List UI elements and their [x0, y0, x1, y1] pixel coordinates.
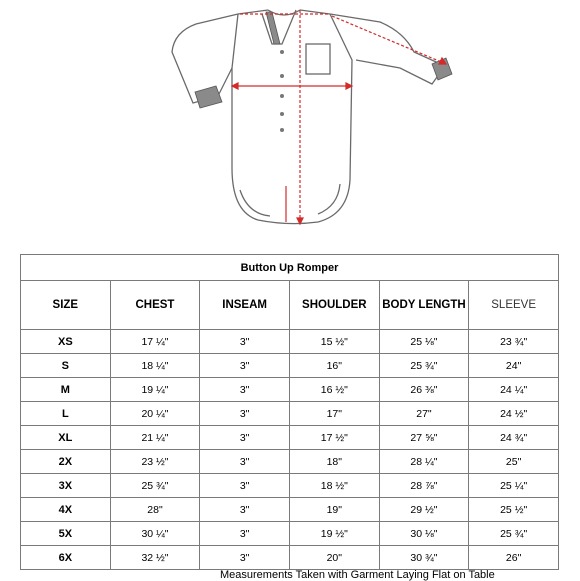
inseam-cell: 3" [200, 426, 290, 450]
header-sleeve: SLEEVE [469, 281, 559, 330]
body-length-cell: 27" [379, 402, 469, 426]
shoulder-cell: 18" [289, 450, 379, 474]
sleeve-cell: 25 ¼" [469, 474, 559, 498]
inseam-cell: 3" [200, 546, 290, 570]
inseam-cell: 3" [200, 498, 290, 522]
size-cell: XS [21, 330, 111, 354]
table-row [21, 546, 559, 570]
table-row [21, 474, 559, 498]
shoulder-cell: 19 ½" [289, 522, 379, 546]
sleeve-cell: 24 ¾" [469, 426, 559, 450]
romper-drawing [172, 10, 445, 224]
size-chart-table [20, 254, 559, 570]
shoulder-cell: 19" [289, 498, 379, 522]
measurement-footnote: Measurements Taken with Garment Laying Flat on Table [220, 569, 495, 581]
size-cell: 2X [21, 450, 111, 474]
body-length-cell: 25 ¾" [379, 354, 469, 378]
header-size: SIZE [21, 281, 111, 330]
size-cell: S [21, 354, 111, 378]
body-length-cell: 30 ¾" [379, 546, 469, 570]
romper-illustration [0, 0, 580, 240]
sleeve-cell: 25 ½" [469, 498, 559, 522]
shoulder-cell: 16" [289, 354, 379, 378]
shoulder-cell: 16 ½" [289, 378, 379, 402]
shoulder-cell: 17 ½" [289, 426, 379, 450]
sleeve-cell: 25 ¾" [469, 522, 559, 546]
shoulder-cell: 18 ½" [289, 474, 379, 498]
body-length-cell: 25 ⅛" [379, 330, 469, 354]
chest-cell: 20 ¼" [110, 402, 200, 426]
inseam-cell: 3" [200, 354, 290, 378]
sleeve-cell: 24" [469, 354, 559, 378]
chest-cell: 19 ¼" [110, 378, 200, 402]
table-title: Button Up Romper [21, 255, 559, 281]
inseam-cell: 3" [200, 330, 290, 354]
header-body-length: BODY LENGTH [379, 281, 469, 330]
table-row [21, 426, 559, 450]
sleeve-cell: 25" [469, 450, 559, 474]
size-cell: 5X [21, 522, 111, 546]
buttons [280, 50, 284, 132]
chest-cell: 30 ¼" [110, 522, 200, 546]
table-row [21, 402, 559, 426]
size-cell: L [21, 402, 111, 426]
table-header-row [21, 281, 559, 330]
header-chest: CHEST [110, 281, 200, 330]
header-inseam: INSEAM [200, 281, 290, 330]
body-length-cell: 28 ⅞" [379, 474, 469, 498]
chest-cell: 18 ¼" [110, 354, 200, 378]
size-cell: 3X [21, 474, 111, 498]
shoulder-cell: 20" [289, 546, 379, 570]
table-title-row [21, 255, 559, 281]
inseam-cell: 3" [200, 522, 290, 546]
table-row [21, 522, 559, 546]
size-cell: XL [21, 426, 111, 450]
chest-cell: 21 ¼" [110, 426, 200, 450]
sleeve-cell: 23 ¾" [469, 330, 559, 354]
body-length-cell: 26 ⅜" [379, 378, 469, 402]
inseam-cell: 3" [200, 402, 290, 426]
table-row [21, 498, 559, 522]
chest-cell: 25 ¾" [110, 474, 200, 498]
table-row [21, 378, 559, 402]
shoulder-cell: 17" [289, 402, 379, 426]
size-cell: M [21, 378, 111, 402]
cuff-trim [195, 12, 452, 108]
body-length-cell: 28 ¼" [379, 450, 469, 474]
body-length-cell: 27 ⅝" [379, 426, 469, 450]
body-length-cell: 30 ⅛" [379, 522, 469, 546]
size-cell: 6X [21, 546, 111, 570]
chest-cell: 32 ½" [110, 546, 200, 570]
chest-cell: 23 ½" [110, 450, 200, 474]
chest-cell: 17 ¼" [110, 330, 200, 354]
sleeve-cell: 24 ¼" [469, 378, 559, 402]
chest-cell: 28" [110, 498, 200, 522]
body-length-cell: 29 ½" [379, 498, 469, 522]
shoulder-cell: 15 ½" [289, 330, 379, 354]
sleeve-cell: 24 ½" [469, 402, 559, 426]
inseam-cell: 3" [200, 378, 290, 402]
table-row [21, 354, 559, 378]
table-row [21, 450, 559, 474]
inseam-cell: 3" [200, 474, 290, 498]
inseam-cell: 3" [200, 450, 290, 474]
sleeve-cell: 26" [469, 546, 559, 570]
header-shoulder: SHOULDER [289, 281, 379, 330]
size-cell: 4X [21, 498, 111, 522]
table-row [21, 330, 559, 354]
